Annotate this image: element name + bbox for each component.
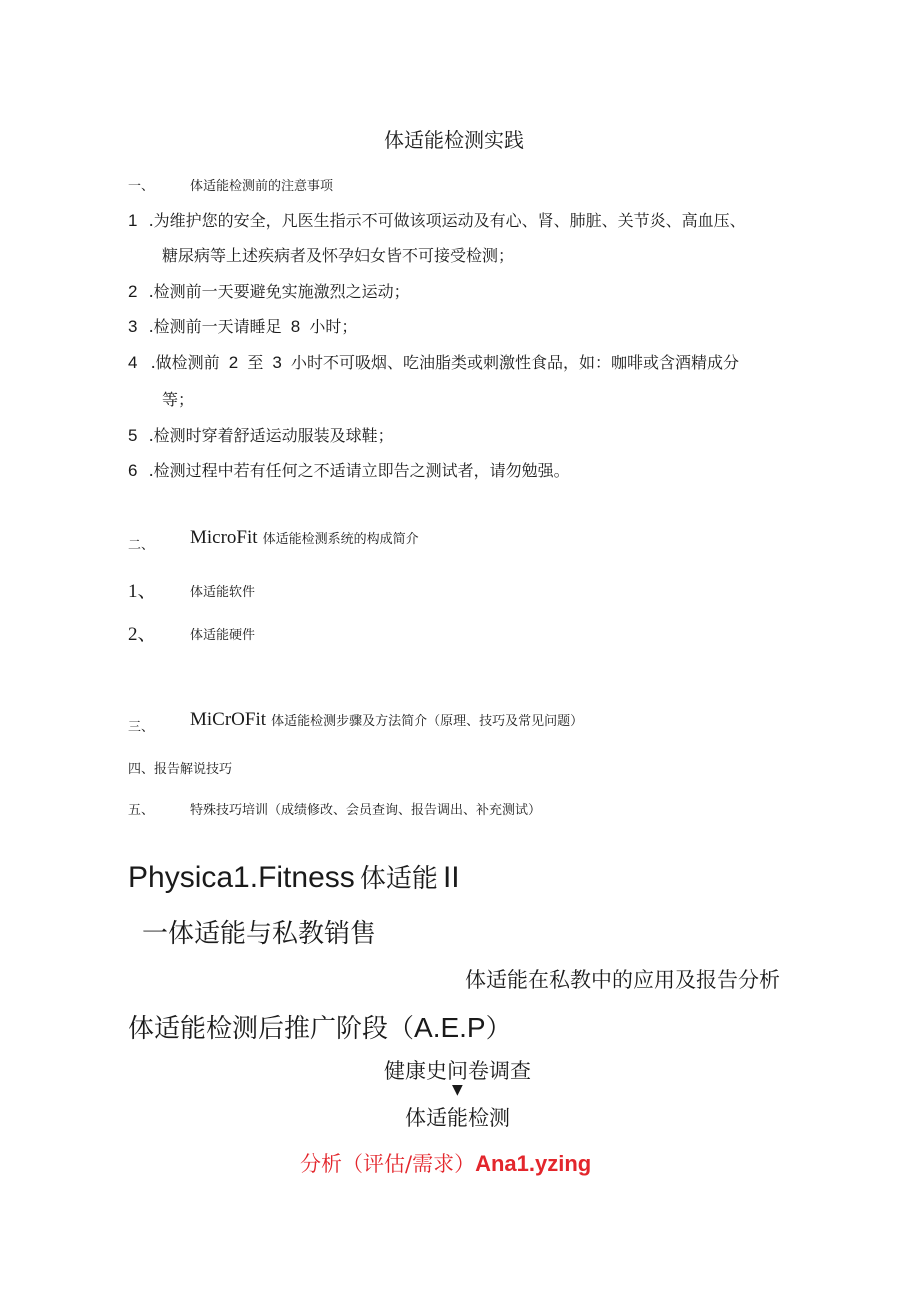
analysis-line	[300, 1148, 591, 1178]
hours-to: 3	[272, 353, 282, 372]
item-text-after: 小时；	[309, 317, 358, 336]
section2-number: 二、	[128, 538, 155, 553]
section2-title: 体适能检测系统的构成简介	[262, 532, 419, 547]
item-text: .检测前一天要避免实施激烈之运动；	[148, 282, 410, 301]
right-caption: 体适能在私教中的应用及报告分析	[465, 968, 780, 992]
item-text: .检测过程中若有任何之不适请立即告之测试者，请勿勉强。	[148, 461, 570, 480]
section5-title: 特殊技巧培训（成绩修改、会员查询、报告调出、补充测试）	[190, 803, 542, 818]
item-number: 6	[128, 461, 138, 480]
item-text: .检测前一天请睡足	[148, 317, 282, 336]
section3-heading	[190, 709, 583, 731]
item-text-after: 小时不可吸烟、吃油脂类或刺激性食品，如：咖啡或含酒精成分	[290, 353, 739, 372]
heading-roman: II	[442, 861, 460, 894]
section4-heading: 四、报告解说技巧	[128, 762, 233, 777]
heading-cn: 体适能	[359, 864, 438, 894]
section5-number: 五、	[128, 803, 155, 818]
item-number: 1	[128, 211, 138, 230]
item-number: 3	[128, 317, 138, 336]
subitem-text: 体适能硬件	[190, 628, 256, 643]
slide-heading	[128, 858, 460, 895]
slide-subheading: 一体适能与私教销售	[142, 919, 377, 949]
item-text: .检测时穿着舒适运动服装及球鞋；	[148, 426, 394, 445]
document-title: 体适能检测实践	[384, 128, 524, 152]
subitem-number: 1、	[128, 581, 157, 602]
list-item	[128, 314, 357, 337]
stage-heading	[128, 1008, 512, 1045]
subitem-number: 2、	[128, 624, 157, 645]
list-item	[128, 208, 746, 231]
subitem-text: 体适能软件	[190, 585, 256, 600]
item-continuation: 糖尿病等上述疾病者及怀孕妇女皆不可接受检测；	[162, 246, 515, 265]
item-number: 5	[128, 426, 138, 445]
hours-from: 2	[228, 353, 239, 372]
stage-cn: 体适能检测后推广阶段（	[128, 1014, 415, 1044]
stage-close: ）	[485, 1014, 512, 1044]
item-text: .做检测前	[150, 353, 220, 372]
section1-title: 体适能检测前的注意事项	[190, 179, 334, 194]
stage-abbr: A.E.P	[414, 1012, 486, 1043]
heading-latin: Physica1.Fitness	[128, 861, 355, 894]
brand-name: MiCrOFit	[190, 709, 267, 730]
list-item	[128, 279, 410, 302]
item-number: 4	[128, 353, 138, 372]
analysis-cn: 分析（评估/需求）	[300, 1152, 476, 1176]
section3-number: 三、	[128, 720, 155, 735]
item-continuation: 等；	[162, 390, 195, 409]
list-item	[128, 350, 739, 373]
section1-number: 一、	[128, 179, 155, 194]
flow-step-questionnaire: 健康史问卷调查	[384, 1059, 531, 1083]
item-number: 2	[128, 282, 138, 301]
list-item	[128, 458, 570, 481]
section2-heading	[190, 527, 419, 549]
down-arrow-icon: ▼	[452, 1082, 463, 1098]
flow-step-test: 体适能检测	[405, 1106, 510, 1130]
analysis-en: Ana1.yzing	[475, 1151, 592, 1176]
hours-value: 8	[290, 317, 301, 336]
item-text-mid: 至	[247, 353, 264, 372]
item-text: .为维护您的安全，凡医生指示不可做该项运动及有心、肾、肺脏、关节炎、高血压、	[148, 211, 746, 230]
brand-name: MicroFit	[190, 527, 258, 548]
list-item	[128, 423, 394, 446]
section3-title: 体适能检测步骤及方法简介（原理、技巧及常见问题）	[271, 714, 584, 729]
